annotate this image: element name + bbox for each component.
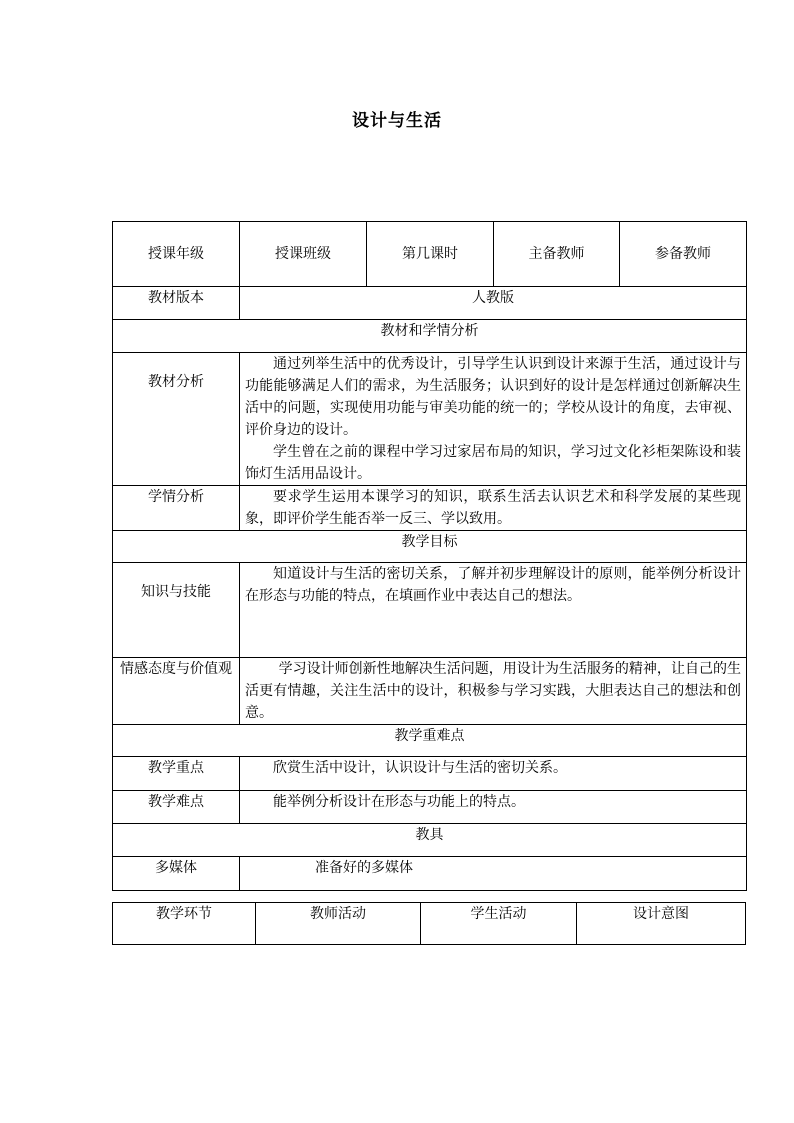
multimedia-label: 多媒体: [113, 857, 240, 891]
section-heading-analysis: 教材和学情分析: [113, 320, 747, 353]
multimedia-row: [113, 857, 747, 891]
textbook-analysis-para1: 通过列举生活中的优秀设计，引导学生认识到设计来源于生活，通过设计与功能能够满足人们的需求，为生活服务；认识到好的设计是怎样通过创新解决生活中的问题，实现使用功能与审美功能的统一的；学校从设计的角度，去审视、评价身边的设计。: [245, 356, 741, 438]
header-cell-grade: 授课年级: [113, 222, 240, 287]
section-heading-goals: 教学目标: [113, 531, 747, 563]
header-cell-period: 第几课时: [367, 222, 494, 287]
textbook-version-label: 教材版本: [113, 287, 240, 320]
emotion-values-row: [113, 658, 747, 725]
teaching-steps-table: [112, 902, 746, 945]
steps-header-intent: 设计意图: [577, 903, 746, 945]
textbook-analysis-cell: [240, 353, 747, 486]
textbook-analysis-para2: 学生曾在之前的课程中学习过家居布局的知识，学习过文化衫柜架陈设和装饰灯生活用品设计。: [245, 444, 741, 482]
difficult-point-row: [113, 791, 747, 824]
knowledge-skills-text: 知道设计与生活的密切关系，了解并初步理解设计的原则，能举例分析设计在形态与功能的特点，在填画作业中表达自己的想法。: [240, 563, 747, 658]
student-analysis-row: [113, 486, 747, 531]
header-cell-assist-teacher: 参备教师: [620, 222, 747, 287]
textbook-version-row: [113, 287, 747, 320]
section-heading-tools: 教具: [113, 824, 747, 857]
section-row-analysis: [113, 320, 747, 353]
difficult-point-text: 能举例分析设计在形态与功能上的特点。: [240, 791, 747, 824]
steps-header-row: [113, 903, 746, 945]
key-point-text: 欣赏生活中设计，认识设计与生活的密切关系。: [240, 757, 747, 791]
key-point-row: [113, 757, 747, 791]
steps-header-stage: 教学环节: [113, 903, 256, 945]
section-heading-key-points: 教学重难点: [113, 725, 747, 757]
emotion-values-text: 学习设计师创新性地解决生活问题，用设计为生活服务的精神，让自己的生活更有情趣，关注生活中的设计，积极参与学习实践，大胆表达自己的想法和创意。: [240, 658, 747, 725]
section-row-tools: [113, 824, 747, 857]
textbook-version-value: 人教版: [240, 287, 747, 320]
lesson-plan-table: [112, 221, 747, 891]
emotion-values-label: 情感态度与价值观: [113, 658, 240, 725]
knowledge-skills-row: [113, 563, 747, 658]
student-analysis-label: 学情分析: [113, 486, 240, 531]
header-cell-lead-teacher: 主备教师: [494, 222, 620, 287]
steps-header-teacher: 教师活动: [256, 903, 421, 945]
page-title: 设计与生活: [352, 111, 442, 131]
knowledge-skills-label: 知识与技能: [113, 563, 240, 658]
steps-header-student: 学生活动: [421, 903, 577, 945]
section-row-key-points: [113, 725, 747, 757]
header-cell-class: 授课班级: [240, 222, 367, 287]
textbook-analysis-label: 教材分析: [113, 353, 240, 486]
key-point-label: 教学重点: [113, 757, 240, 791]
difficult-point-label: 教学难点: [113, 791, 240, 824]
header-row: [113, 222, 747, 287]
multimedia-text: 准备好的多媒体: [240, 857, 747, 891]
textbook-analysis-row: [113, 353, 747, 486]
student-analysis-text: 要求学生运用本课学习的知识，联系生活去认识艺术和科学发展的某些现象，即评价学生能否举一反三、学以致用。: [240, 486, 747, 531]
section-row-goals: [113, 531, 747, 563]
